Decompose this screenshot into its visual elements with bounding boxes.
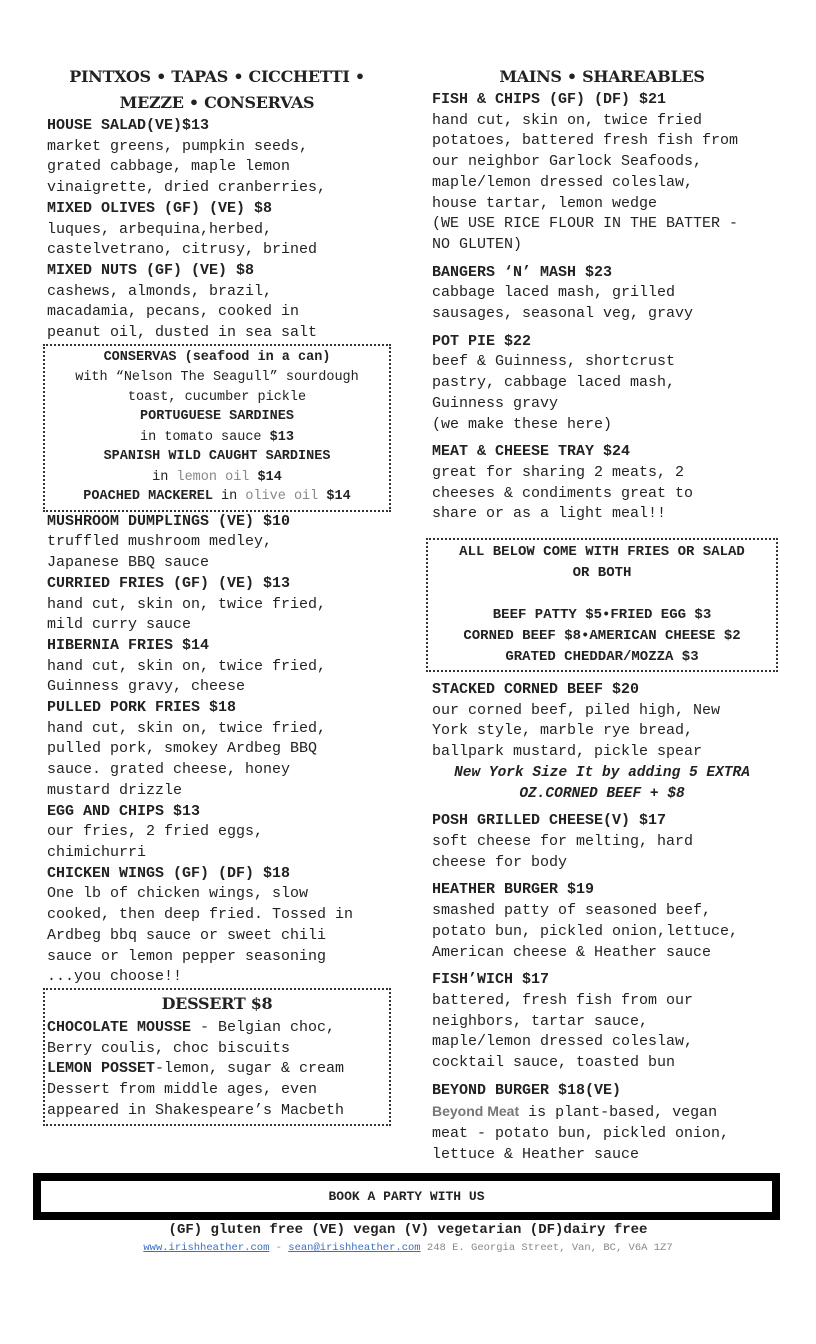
menu-item-description: truffled mushroom medley, Japanese BBQ sauce bbox=[47, 533, 273, 572]
spanish-sardines-price: $14 bbox=[257, 469, 282, 485]
menu-item-title: PULLED PORK FRIES $18 bbox=[47, 699, 237, 717]
menu-item bbox=[432, 442, 772, 532]
dietary-legend: (GF) gluten free (VE) vegan (V) vegetarian (DF)dairy free bbox=[168, 1222, 648, 1238]
menu-item bbox=[47, 698, 387, 802]
menu-item bbox=[432, 332, 772, 443]
portuguese-sardines-title: PORTUGUESE SARDINES bbox=[140, 409, 294, 425]
dessert-box: DESSERT $8 CHOCOLATE MOUSSE - Belgian choc, Berry coulis, choc biscuits LEMON POSSET-lemon, sugar & cream Dessert from middle ages, even appeared in Shakespeare’s Macbeth bbox=[43, 988, 391, 1127]
section-title-mains: MAINS • SHAREABLES bbox=[499, 67, 705, 86]
right-menu-column bbox=[432, 64, 772, 1166]
chocolate-mousse-title: CHOCOLATE MOUSSE bbox=[47, 1018, 192, 1036]
menu-item-title: HIBERNIA FRIES $14 bbox=[47, 636, 210, 654]
menu-item-title: FISH & CHIPS (GF) (DF) $21 bbox=[432, 91, 667, 108]
menu-item bbox=[432, 680, 772, 811]
menu-item-description: battered, fresh fish from our neighbors, tartar sauce, maple/lemon dressed coleslaw, cocktail sauce, toasted bun bbox=[432, 991, 694, 1072]
menu-item bbox=[432, 970, 772, 1081]
spanish-sardines-title: SPANISH WILD CAUGHT SARDINES bbox=[103, 449, 331, 465]
menu-item-description: hand cut, skin on, twice fried, Guinness gravy, cheese bbox=[47, 657, 327, 696]
menu-item-description: luques, arbequina,herbed, castelvetrano, citrusy, brined bbox=[47, 220, 318, 259]
portuguese-sardines-price: $13 bbox=[269, 429, 294, 445]
menu-item-title: HOUSE SALAD(VE)$13 bbox=[47, 117, 210, 134]
menu-item-title: BANGERS ‘N’ MASH $23 bbox=[432, 263, 613, 281]
menu-item-description: cashews, almonds, brazil, macadamia, pecans, cooked in peanut oil, dusted in sea salt bbox=[47, 282, 318, 342]
dessert-title: DESSERT $8 bbox=[161, 993, 273, 1013]
menu-item-description: our corned beef, piled high, New York style, marble rye bread, ballpark mustard, pickle spear bbox=[432, 701, 721, 761]
menu-item bbox=[47, 199, 387, 261]
menu-item-title: BEYOND BURGER $18(VE) bbox=[432, 1081, 622, 1099]
menu-item bbox=[432, 880, 772, 970]
menu-item-title: HEATHER BURGER $19 bbox=[432, 881, 595, 899]
address: 248 E. Georgia Street, Van, BC, V6A 1Z7 bbox=[420, 1242, 673, 1254]
menu-item-title: POT PIE $22 bbox=[432, 332, 532, 350]
menu-item-description: hand cut, skin on, twice fried potatoes, battered fresh fish from our neighbor Garlock Seafoods, maple/lemon dressed coleslaw, house tartar, lemon wedge (WE USE RICE FLOUR IN THE BATTER - NO GLUTEN) bbox=[432, 111, 739, 253]
menu-item bbox=[47, 261, 387, 344]
menu-item bbox=[47, 636, 387, 698]
menu-item-description: soft cheese for melting, hard cheese for body bbox=[432, 832, 694, 871]
menu-item-description: hand cut, skin on, twice fried, pulled pork, smokey Ardbeg BBQ sauce. grated cheese, honey mustard drizzle bbox=[47, 719, 327, 799]
left-menu-column bbox=[47, 64, 387, 1126]
menu-item-title: CURRIED FRIES (GF) (VE) $13 bbox=[47, 574, 291, 592]
menu-item bbox=[432, 811, 772, 880]
menu-item-description: beef & Guinness, shortcrust pastry, cabbage laced mash, Guinness gravy (we make these here) bbox=[432, 353, 676, 433]
menu-item-title: MUSHROOM DUMPLINGS (VE) $10 bbox=[47, 512, 291, 530]
book-party-banner[interactable]: BOOK A PARTY WITH US bbox=[33, 1173, 780, 1220]
menu-item-description: One lb of chicken wings, slow cooked, then deep fried. Tossed in Ardbeg bbq sauce or sweet chili sauce or lemon pepper seasoning ...you choose!! bbox=[47, 885, 354, 986]
menu-item-description: smashed patty of seasoned beef, potato bun, pickled onion,lettuce, American cheese & Heather sauce bbox=[432, 902, 739, 961]
menu-item bbox=[47, 116, 387, 199]
section-title-tapas: PINTXOS • TAPAS • CICCHETTI • MEZZE • CONSERVAS bbox=[69, 67, 365, 112]
conservas-subtitle: with “Nelson The Seagull” sourdough bbox=[75, 370, 359, 386]
menu-item-title: STACKED CORNED BEEF $20 bbox=[432, 681, 640, 699]
menu-item-description: hand cut, skin on, twice fried, mild curry sauce bbox=[47, 595, 327, 634]
website-link[interactable]: www.irishheather.com bbox=[143, 1242, 270, 1254]
menu-item-title: MIXED OLIVES (GF) (VE) $8 bbox=[47, 199, 273, 217]
menu-item-title: CHICKEN WINGS (GF) (DF) $18 bbox=[47, 864, 291, 882]
menu-item bbox=[47, 864, 387, 988]
menu-item-title: EGG AND CHIPS $13 bbox=[47, 802, 201, 820]
menu-item-description: market greens, pumpkin seeds, grated cabbage, maple lemon vinaigrette, dried cranberries, bbox=[47, 137, 327, 197]
menu-item bbox=[47, 574, 387, 636]
lemon-posset-title: LEMON POSSET bbox=[47, 1060, 156, 1078]
menu-item-description: cabbage laced mash, grilled sausages, seasonal veg, gravy bbox=[432, 284, 694, 323]
beyond-meat-brand: Beyond Meat bbox=[432, 1103, 520, 1120]
add-ons-box: ALL BELOW COME WITH FRIES OR SALAD OR BOTH BEEF PATTY $5•FRIED EGG $3 CORNED BEEF $8•AMERICAN CHEESE $2 GRATED CHEDDAR/MOZZA $3 bbox=[426, 538, 778, 672]
conservas-box: CONSERVAS (seafood in a can) with “Nelson The Seagull” sourdough toast, cucumber pickle PORTUGUESE SARDINES in tomato sauce $13 SPANISH WILD CAUGHT SARDINES in lemon oil $14 POACHED MACKEREL in olive oil $14 bbox=[43, 344, 391, 512]
poached-mackerel-title: POACHED MACKEREL bbox=[83, 489, 213, 505]
contact-line: www.irishheather.com - sean@irishheather.com 248 E. Georgia Street, Van, BC, V6A 1Z7 bbox=[143, 1242, 673, 1254]
menu-item-title: MEAT & CHEESE TRAY $24 bbox=[432, 443, 631, 461]
menu-item-title: MIXED NUTS (GF) (VE) $8 bbox=[47, 261, 255, 279]
menu-item-description: our fries, 2 fried eggs, chimichurri bbox=[47, 823, 264, 861]
menu-item bbox=[47, 802, 387, 864]
email-link[interactable]: sean@irishheather.com bbox=[288, 1242, 421, 1254]
menu-item bbox=[47, 512, 387, 574]
poached-mackerel-price: $14 bbox=[326, 489, 351, 505]
menu-item-title: POSH GRILLED CHEESE(V) $17 bbox=[432, 812, 667, 830]
new-york-size-note: New York Size It by adding 5 EXTRA OZ.CORNED BEEF + $8 bbox=[454, 764, 750, 802]
menu-item bbox=[432, 90, 772, 263]
menu-item bbox=[432, 1081, 772, 1166]
menu-item bbox=[432, 263, 772, 332]
menu-item-description: great for sharing 2 meats, 2 cheeses & condiments great to share or as a light meal!! bbox=[432, 463, 694, 523]
conservas-title: CONSERVAS (seafood in a can) bbox=[103, 349, 331, 365]
menu-item-title: FISH’WICH $17 bbox=[432, 971, 550, 989]
menu-item-description: Beyond Meat is plant-based, vegan meat - potato bun, pickled onion, lettuce & Heather sauce bbox=[432, 1103, 730, 1163]
